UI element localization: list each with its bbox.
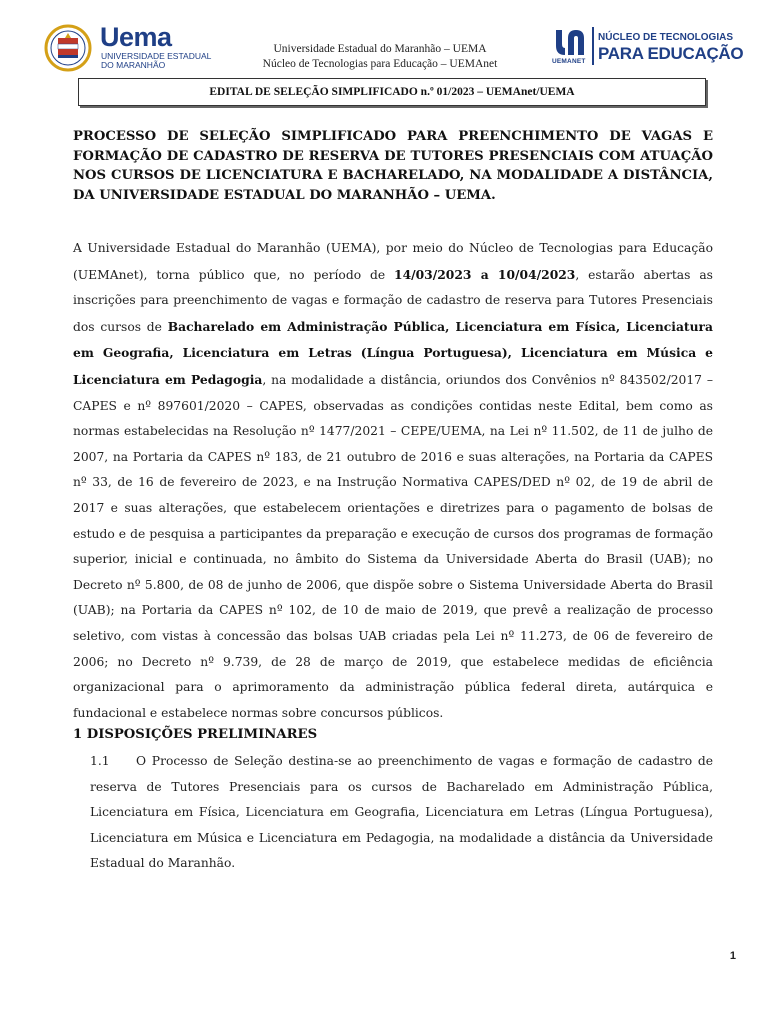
uemanet-mark-icon xyxy=(552,26,586,58)
logo-divider xyxy=(592,27,594,65)
intro-text-3: , na modalidade a distância, oriundos dos Convênios nº 843502/2017 – CAPES e nº 897601/2020 – CAPES, observadas as condições contidas neste Edital, bem como as normas estabelecidas na Resolução nº 1477/2021 – CEPE/UEMA, na Lei nº 11.502, de 11 de julho de 2007, na Portaria da CAPES nº 183, de 21 outubro de 2016 e suas alterações, na Portaria da CAPES nº 33, de 16 de fevereiro de 2023, e na Instrução Normativa CAPES/DED nº 02, de 19 de abril de 2017 e suas alterações, que estabelecem orientações e diretrizes para o pagamento de bolsas de estudo e de pesquisa a participantes da preparação e execução de cursos dos programas de formação superior, inicial e continuada, no âmbito do Sistema da Universidade Aberta do Brasil (UAB); no Decreto nº 5.800, de 08 de junho de 2006, que dispõe sobre o Sistema Universidade Aberta do Brasil (UAB); na Portaria da CAPES nº 102, de 10 de maio de 2019, que prevê a realização de processo seletivo, com vistas à concessão das bolsas UAB criadas pela Lei nº 11.273, de 06 de fevereiro de 2006; no Decreto nº 9.739, de 28 de março de 2019, que estabelece medidas de eficiência organizacional para o aprimoramento da administração pública federal direta, autárquica e fundacional e estabelece normas sobre concursos públicos. xyxy=(73,372,713,720)
page-header xyxy=(0,0,768,112)
uemanet-line1: NÚCLEO DE TECNOLOGIAS xyxy=(598,32,734,43)
intro-courses: Bacharelado em Administração Pública, Licenciatura em Física, Licenciatura em Geografia, Licenciatura em Letras (Língua Portuguesa), Licenciatura em Música e Licenciatura em Pedagogia xyxy=(73,318,713,387)
item-number: 1.1 xyxy=(90,754,110,768)
intro-text-1: A Universidade Estadual do Maranhão (UEMA), por meio do Núcleo de Tecnologias para Educação (UEMAnet), torna público que, no período de xyxy=(73,241,713,282)
section-heading: 1 DISPOSIÇÕES PRELIMINARES xyxy=(73,727,318,742)
uema-subtitle xyxy=(101,52,211,70)
uemanet-line2: PARA EDUCAÇÃO xyxy=(598,44,744,63)
list-item xyxy=(90,749,713,877)
header-line-nucleus: Núcleo de Tecnologias para Educação – UEMAnet xyxy=(262,58,498,70)
uemanet-tag: UEMANET xyxy=(552,58,586,65)
item-text: O Processo de Seleção destina-se ao preenchimento de vagas e formação de cadastro de reserva de Tutores Presenciais para os cursos de Bacharelado em Administração Pública, Licenciatura em Física, Licenciatura em Geografia, Licenciatura em Letras (Língua Portuguesa), Licenciatura em Música e Licenciatura em Pedagogia, na modalidade a distância da Universidade Estadual do Maranhão. xyxy=(90,754,713,871)
header-line-university: Universidade Estadual do Maranhão – UEMA xyxy=(273,43,487,55)
uemanet-logo xyxy=(552,26,742,70)
uema-logo xyxy=(44,24,214,76)
uema-seal-icon xyxy=(44,24,92,72)
page-number: 1 xyxy=(729,950,736,962)
header-institution-lines xyxy=(220,42,540,72)
edital-title-box: EDITAL DE SELEÇÃO SIMPLIFICADO n.º 01/2023 – UEMAnet/UEMA xyxy=(78,78,706,106)
intro-text-2: , estarão abertas as inscrições para preenchimento de vagas e formação de cadastro de reserva para Tutores Presenciais dos cursos de xyxy=(73,267,713,334)
document-title: PROCESSO DE SELEÇÃO SIMPLIFICADO PARA PREENCHIMENTO DE VAGAS E FORMAÇÃO DE CADASTRO DE RESERVA DE TUTORES PRESENCIAIS COM ATUAÇÃO NOS CURSOS DE LICENCIATURA E BACHARELADO, NA MODALIDADE A DISTÂNCIA, DA UNIVERSIDADE ESTADUAL DO MARANHÃO – UEMA. xyxy=(73,129,713,203)
uema-subtitle-line2: DO MARANHÃO xyxy=(101,60,166,70)
uema-subtitle-line1: UNIVERSIDADE ESTADUAL xyxy=(101,51,212,61)
intro-dates: 14/03/2023 a 10/04/2023 xyxy=(394,266,576,282)
uema-wordmark: Uema xyxy=(100,22,172,52)
intro-paragraph xyxy=(73,236,713,726)
